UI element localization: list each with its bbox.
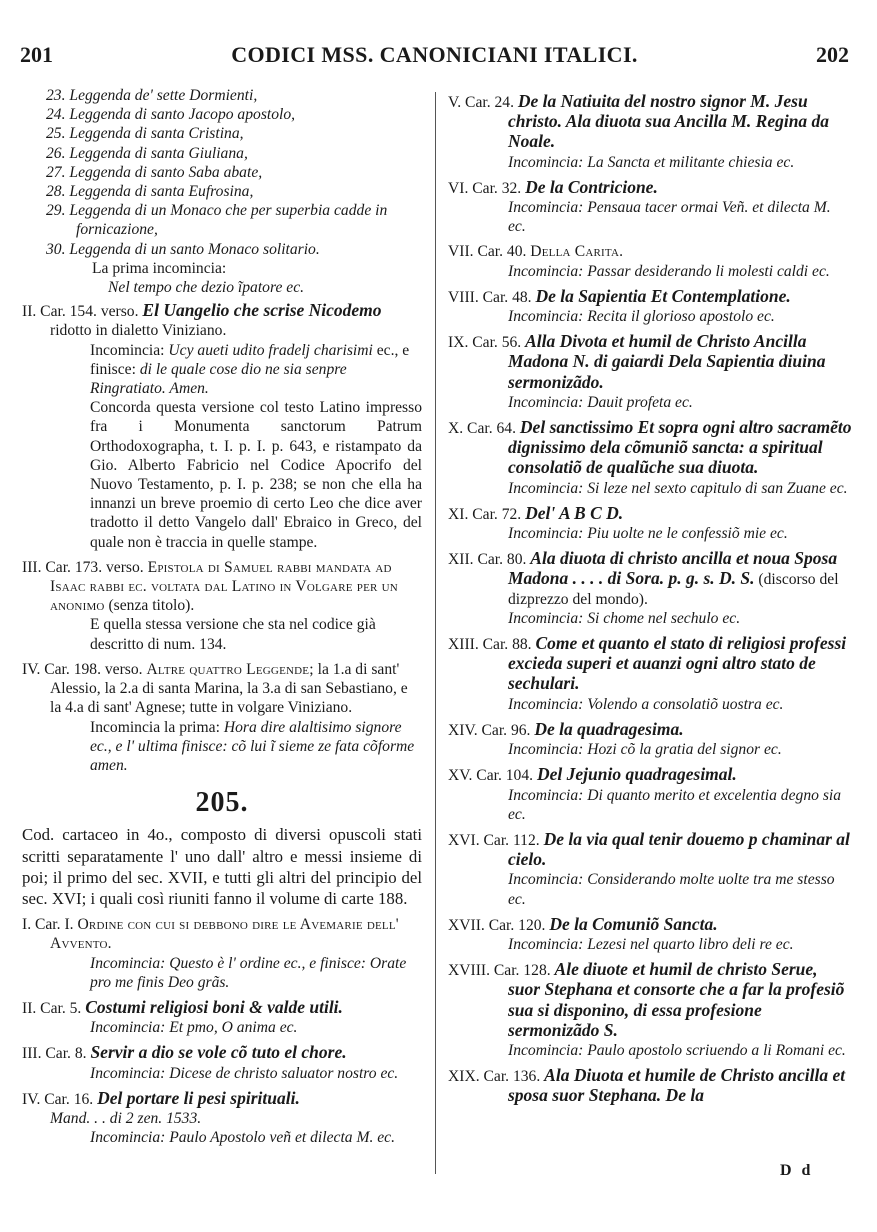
- entry-head: VIII. Car. 48.: [448, 288, 532, 306]
- entry-head: IV. Car. 198. verso.: [22, 660, 143, 678]
- entry-iv-b-incipit: Incomincia: Paulo Apostolo veñ et dilecta M. ec.: [90, 1129, 395, 1147]
- catalog-entry: [448, 92, 852, 172]
- entry-head: XVII. Car. 120.: [448, 916, 546, 934]
- entry-ii-incipit: [22, 341, 422, 399]
- entry-head: III. Car. 173. verso.: [22, 558, 144, 576]
- entry-title: De la Comuniõ Sancta.: [549, 913, 718, 934]
- entry-line: [448, 549, 852, 609]
- prima-text: Nel tempo che dezio ĩpatore ec.: [108, 279, 305, 297]
- entry-iii-b-incipit: Incomincia: Dicese de christo saluator nostro ec.: [90, 1064, 399, 1082]
- entry-title: De la Natiuita del nostro signor M. Jesu christo. Ala diuota sua Ancilla M. Regina da Noale.: [508, 91, 830, 152]
- entry-title: Del portare li pesi spirituali.: [97, 1087, 300, 1108]
- catalog-entry: [448, 332, 852, 412]
- entry-iii-note: E quella stessa versione che sta nel codice già descritto di num. 134.: [90, 616, 376, 653]
- entry-incipit: Incomincia: Paulo apostolo scriuendo a li Romani ec.: [508, 1041, 846, 1059]
- entry-rest: (discorso del dizprezzo del mondo).: [508, 571, 839, 608]
- entry-line: [448, 720, 852, 740]
- entry-incipit: Incomincia: Piu uolte ne le confessiõ mie ec.: [508, 525, 788, 543]
- incipit-label: Incomincia:: [90, 341, 165, 359]
- entry-incipit: Incomincia: Passar desiderando li molesti caldi ec.: [508, 262, 830, 280]
- entry-iii-b: [22, 1043, 422, 1063]
- entry-head: XI. Car. 72.: [448, 505, 522, 523]
- entry-rest: (senza titolo).: [108, 597, 195, 615]
- page-header: [20, 42, 849, 76]
- entry-incipit: Incomincia: Hozi cõ la gratia del signor ec.: [508, 741, 782, 759]
- codex-number: 205.: [195, 787, 249, 819]
- catalog-entry: [448, 765, 852, 824]
- catalog-entry: [448, 287, 852, 326]
- entry-head: XIX. Car. 136.: [448, 1068, 541, 1086]
- catalog-entry: [448, 915, 852, 954]
- entry-head: VI. Car. 32.: [448, 179, 522, 197]
- left-column: [22, 86, 422, 1147]
- entry-line: [448, 504, 852, 524]
- page-number-left: 201: [20, 42, 53, 67]
- entry-title: Della Carita.: [530, 243, 624, 261]
- entry-head: XIII. Car. 88.: [448, 636, 532, 654]
- entry-incipit: Incomincia: Pensaua tacer ormai Veñ. et dilecta M. ec.: [508, 199, 831, 236]
- entry-title: Altre quattro Leggende;: [146, 660, 314, 678]
- entry-line: [448, 830, 852, 870]
- entry-title: El Uangelio che scrise Nicodemo: [142, 300, 382, 321]
- right-column: [448, 86, 852, 1107]
- entry-line: [448, 915, 852, 935]
- legend-item: 30. Leggenda di un santo Monaco solitario.: [46, 240, 320, 258]
- entry-title: Alla Divota et humil de Christo Ancilla Madona N. di gaiardi Dela Sapientia diuina sermonizãdo.: [508, 331, 826, 392]
- entry-iv-b: [22, 1089, 422, 1109]
- entry-head: IV. Car. 16.: [22, 1090, 94, 1108]
- entry-title: Ala Diuota et humile de Christo ancilla et sposa suor Stephana. De la: [508, 1065, 846, 1106]
- entry-head: XVI. Car. 112.: [448, 831, 540, 849]
- entry-line: [448, 765, 852, 785]
- entry-title: Ale diuote et humil de christo Serue, suor Stephana et consorte che a far la profesiõ sua si disponino, di essa profesione sermonizãdo S.: [508, 959, 845, 1040]
- catalog-entry: [448, 549, 852, 628]
- incipit-text: Ucy aueti udito fradelj charisimi: [168, 341, 373, 359]
- legend-item: 26. Leggenda di santa Giuliana,: [46, 144, 248, 162]
- entry-title: De la Sapientia Et Contemplatione.: [535, 285, 791, 306]
- entry-ii-b-incipit: Incomincia: Et pmo, O anima ec.: [90, 1019, 298, 1037]
- entry-rest: ridotto in dialetto Viniziano.: [50, 322, 227, 340]
- entry-title: Costumi religiosi boni & valde utili.: [85, 996, 343, 1017]
- entry-line: [448, 287, 852, 307]
- incipit-text: Hora dire alaltisimo signore ec., e l' ultima finisce: cõ lui ĩ sieme ze fata cõforme amen.: [90, 718, 415, 774]
- entry-line: [448, 1066, 852, 1106]
- entry-title: Del' A B C D.: [525, 502, 624, 523]
- entry-title: Come et quanto el stato di religiosi professi excieda superi et auanzi ogni altro stato de sechulari.: [508, 633, 847, 694]
- catalog-entry: [448, 830, 852, 909]
- legend-item: 24. Leggenda di santo Jacopo apostolo,: [46, 106, 296, 124]
- entry-title: De la quadragesima.: [534, 718, 684, 739]
- entry-incipit: Incomincia: Considerando molte uolte tra me stesso ec.: [508, 871, 835, 908]
- legend-item: 29. Leggenda di un Monaco che per superbia cadde in fornicazione,: [46, 202, 388, 239]
- entry-incipit: Incomincia: Lezesi nel quarto libro deli re ec.: [508, 935, 794, 953]
- codex-description: Cod. cartaceo in 4o., composto di diversi opuscoli stati scritti separatamente l' uno dall' altro e messi insieme di poi; il primo del sec. XVII, e tutti gli altri del principio del sec. XVI; i quali così riuniti fanno il volume di carte 188.: [22, 825, 422, 908]
- column-divider: [435, 92, 436, 1174]
- entry-title: Epistola di Samuel rabbi mandata ad Isaac rabbi ec. voltata dal Latino in Volgare per un anonimo: [50, 558, 398, 615]
- signature-mark: D d: [780, 1162, 814, 1179]
- catalog-entry: [448, 178, 852, 237]
- entry-line: [448, 960, 852, 1041]
- entry-head: I. Car. I.: [22, 916, 74, 934]
- legend-item: 23. Leggenda de' sette Dormienti,: [46, 87, 258, 104]
- entry-iv-b-mand: Mand. . . di 2 zen. 1533.: [50, 1109, 202, 1127]
- entry-iv: [22, 660, 422, 718]
- catalog-entry: [448, 418, 852, 498]
- entry-iii: [22, 558, 422, 616]
- entry-incipit: Incomincia: Si chome nel sechulo ec.: [508, 609, 741, 627]
- entry-incipit: Incomincia: Si leze nel sexto capitulo di san Zuane ec.: [508, 479, 848, 497]
- incipit-label: Incomincia la prima:: [90, 718, 220, 736]
- entry-head: IX. Car. 56.: [448, 334, 522, 352]
- entry-head: III. Car. 8.: [22, 1045, 87, 1063]
- prima-label: La prima incomincia:: [92, 259, 227, 277]
- entry-line: [448, 92, 852, 153]
- entry-line: [448, 634, 852, 695]
- entry-i-incipit: Incomincia: Questo è l' ordine ec., e finisce: Orate pro me finis Deo grãs.: [90, 954, 407, 991]
- entry-line: [448, 332, 852, 393]
- entry-head: II. Car. 154. verso.: [22, 303, 139, 321]
- explicit-label: ec., e finisce:: [90, 341, 410, 378]
- running-title: CODICI MSS. CANONICIANI ITALICI.: [231, 42, 638, 67]
- entry-incipit: Incomincia: Dauit profeta ec.: [508, 393, 693, 411]
- entry-iv-incipit: [22, 718, 422, 776]
- entry-head: X. Car. 64.: [448, 420, 517, 438]
- entry-title: Ala diuota di christo ancilla et noua Sposa Madona . . . . di Sora. p. g. s. D. S.: [508, 548, 838, 589]
- entry-ii: [22, 301, 422, 340]
- entry-incipit: Incomincia: Di quanto merito et excelentia degno sia ec.: [508, 786, 842, 823]
- entry-title: Del sanctissimo Et sopra ogni altro sacramẽto dignissimo dela cõmuniõ sancta: a spiritual consolatiõ de qualũche sua diuota.: [508, 417, 852, 478]
- entry-line: [448, 418, 852, 479]
- entry-incipit: Incomincia: Recita il glorioso apostolo ec.: [508, 308, 775, 326]
- page-number-right: 202: [816, 42, 849, 67]
- entry-ii-note: Concorda questa versione col testo Latino impresso fra i Monumenta sanctorum Patrum Orthodoxographa, t. I. p. I. p. 643, e ristampato da Gio. Alberto Fabricio nel Codice Apocrifo del Nuovo Testamento, p. I. p. 238; se non che ella ha innanzi un breve proemio di certo Leo che dice aver tradotto il detto Vangelo dall' Ebraico in Greco, del quale non è traccia in quelle stampe.: [90, 399, 422, 551]
- entry-title: De la Contricione.: [525, 176, 658, 197]
- entry-i: [22, 915, 422, 953]
- entry-head: XVIII. Car. 128.: [448, 962, 551, 980]
- entry-incipit: Incomincia: Volendo a consolatiõ uostra ec.: [508, 695, 784, 713]
- entry-line: [448, 178, 852, 198]
- entry-title: Ordine con cui si debbono dire le Avemarie dell' Avvento.: [50, 916, 399, 953]
- entry-head: V. Car. 24.: [448, 94, 514, 111]
- entry-head: VII. Car. 40.: [448, 243, 527, 261]
- entry-head: XIV. Car. 96.: [448, 721, 531, 739]
- catalog-entry: [448, 720, 852, 759]
- catalog-entry: [448, 634, 852, 714]
- entry-title: Servir a dio se vole cõ tuto el chore.: [90, 1042, 347, 1063]
- catalog-entry: [448, 242, 852, 280]
- entry-head: XII. Car. 80.: [448, 551, 527, 569]
- entry-title: Del Jejunio quadragesimal.: [536, 764, 737, 785]
- explicit-text: di le quale cose dio ne sia senpre Ringratiato. Amen.: [90, 360, 347, 398]
- catalog-entry: [448, 1066, 852, 1106]
- legend-item: 27. Leggenda di santo Saba abate,: [46, 163, 263, 181]
- entry-head: II. Car. 5.: [22, 999, 82, 1017]
- catalog-entry: [448, 960, 852, 1060]
- legend-list: [22, 86, 422, 259]
- catalog-entry: [448, 504, 852, 543]
- entry-rest: la 1.a di sant' Alessio, la 2.a di santa Marina, la 3.a di san Sebastiano, e la 4.a di sant' Agnese; tutte in volgare Viniziano.: [50, 660, 408, 717]
- entry-ii-b: [22, 998, 422, 1018]
- entry-incipit: Incomincia: La Sancta et militante chiesia ec.: [508, 153, 795, 171]
- legend-item: 28. Leggenda di santa Eufrosina,: [46, 183, 254, 201]
- legend-item: 25. Leggenda di santa Cristina,: [46, 125, 244, 143]
- entry-head: XV. Car. 104.: [448, 767, 534, 785]
- entry-title: De la via qual tenir douemo p chaminar al cielo.: [508, 828, 850, 870]
- entry-line: [448, 242, 852, 261]
